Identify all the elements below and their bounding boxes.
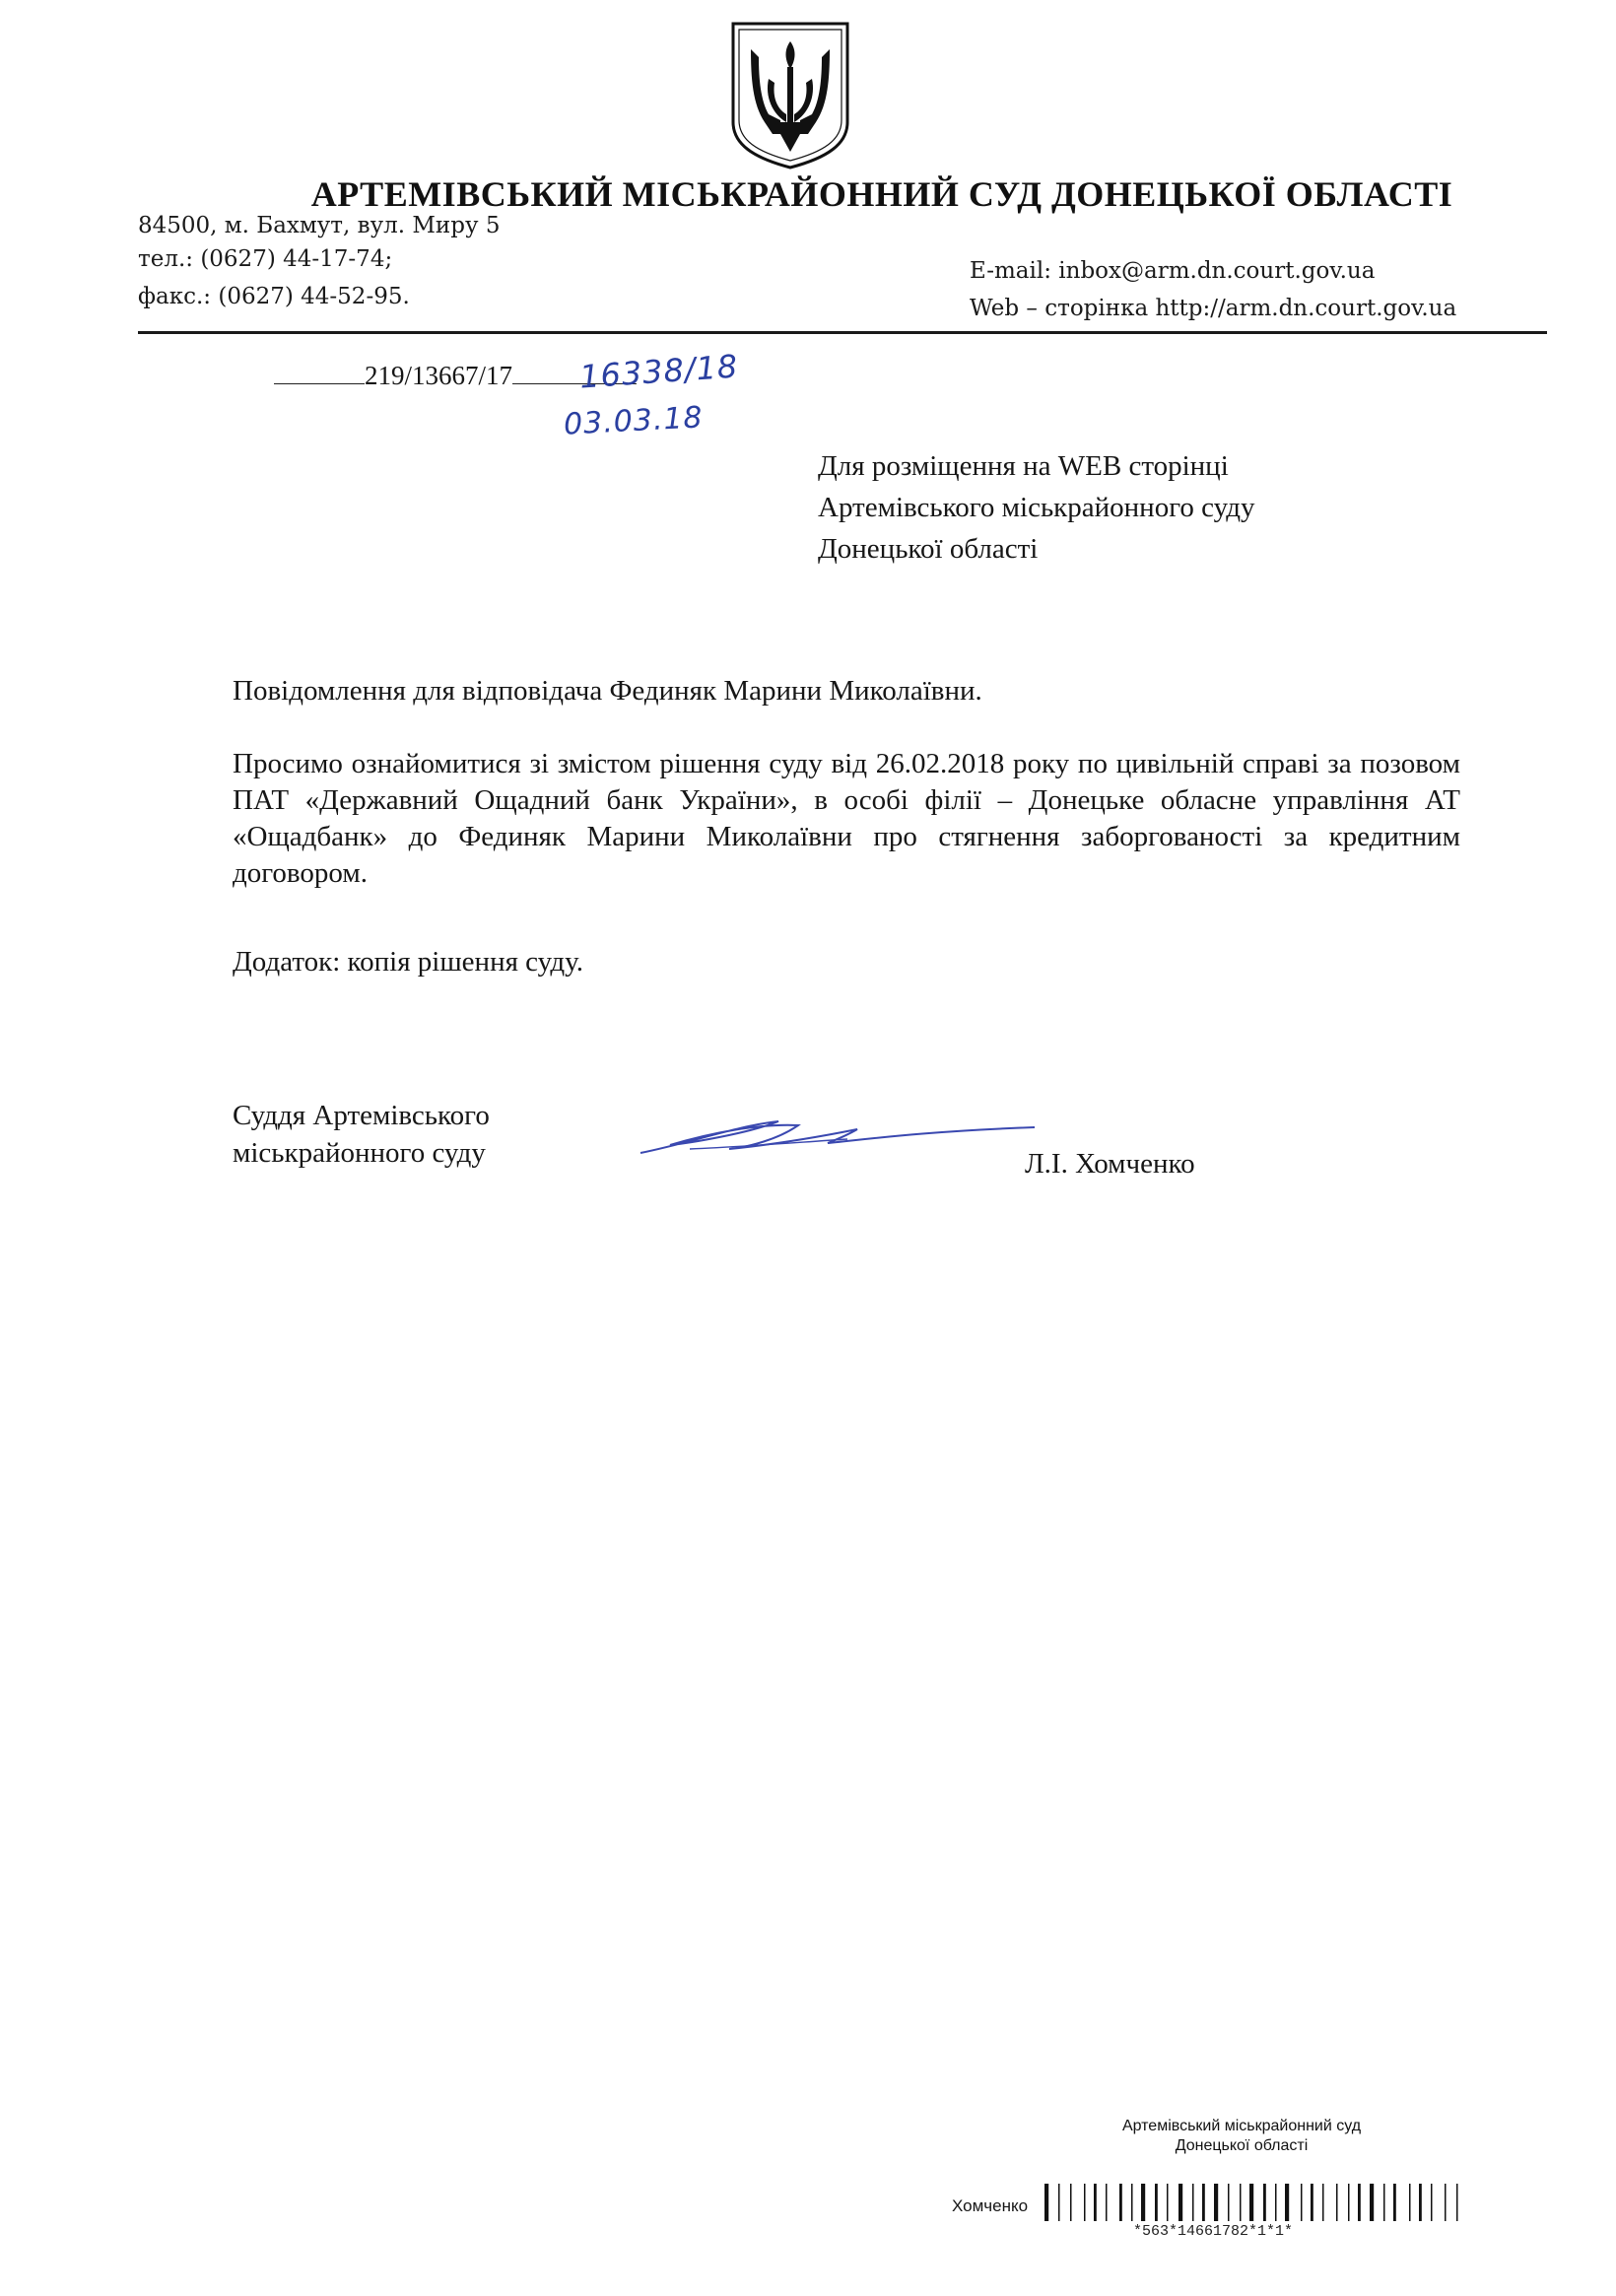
main-paragraph: Просимо ознайомитися зі змістом рішення суду від 26.02.2018 року по цивільній справі за позовом ПАТ «Державний Ощадний банк України», в особі філії – Донецьке обласне управління АТ «Ощадбанк» до Фединяк Марини Миколаївни про стягнення заборгованості за кредитним договором. bbox=[233, 748, 1460, 889]
barcode-bar bbox=[1192, 2184, 1194, 2221]
handwritten-signature bbox=[631, 1104, 1044, 1163]
footer-judge-name: Хомченко bbox=[952, 2196, 1029, 2215]
barcode-bar bbox=[1214, 2184, 1218, 2221]
barcode-bar bbox=[1456, 2184, 1458, 2221]
barcode-bar bbox=[1119, 2184, 1122, 2221]
barcode-bar bbox=[1044, 2184, 1048, 2221]
barcode-bar bbox=[1178, 2184, 1182, 2221]
barcode-bar bbox=[1393, 2184, 1396, 2221]
coat-of-arms-icon bbox=[729, 20, 851, 169]
recipient-block bbox=[818, 445, 1255, 570]
court-email: E-mail: inbox@arm.dn.court.gov.ua bbox=[970, 258, 1376, 284]
footer-court-line: Донецької області bbox=[1175, 2137, 1309, 2154]
recipient-line: Артемівського міськрайонного суду bbox=[818, 492, 1255, 523]
barcode-bar bbox=[1202, 2184, 1205, 2221]
barcode-bar bbox=[1348, 2184, 1350, 2221]
annex-line: Додаток: копія рішення суду. bbox=[233, 946, 583, 978]
barcode-bar bbox=[1084, 2184, 1086, 2221]
barcode-bar bbox=[1094, 2184, 1097, 2221]
footer-court-stamp bbox=[985, 2117, 1498, 2156]
barcode-bar bbox=[1322, 2184, 1324, 2221]
court-name-heading: АРТЕМІВСЬКИЙ МІСЬКРАЙОННИЙ СУД ДОНЕЦЬКОЇ ОБЛАСТІ bbox=[310, 174, 1453, 214]
header-divider bbox=[138, 331, 1547, 334]
barcode-bar bbox=[1358, 2184, 1361, 2221]
barcode-icon bbox=[1044, 2182, 1537, 2225]
barcode-bar bbox=[1106, 2184, 1108, 2221]
barcode-number: *563*14661782*1*1* bbox=[1133, 2223, 1294, 2240]
barcode-bar bbox=[1311, 2184, 1313, 2221]
recipient-line: Для розміщення на WEB сторінці bbox=[818, 450, 1229, 482]
barcode-bar bbox=[1383, 2184, 1385, 2221]
barcode-bar bbox=[1370, 2184, 1374, 2221]
barcode-bar bbox=[1431, 2184, 1433, 2221]
barcode-bar bbox=[1155, 2184, 1158, 2221]
signatory-name: Л.І. Хомченко bbox=[1025, 1148, 1195, 1180]
barcode-bar bbox=[1409, 2184, 1411, 2221]
barcode-bar bbox=[1275, 2184, 1277, 2221]
handwritten-registration-number: 16338/18 bbox=[577, 347, 740, 396]
handwritten-date: 03.03.18 bbox=[563, 400, 705, 442]
court-address: 84500, м. Бахмут, вул. Миру 5 bbox=[138, 213, 501, 238]
barcode-bar bbox=[1336, 2184, 1338, 2221]
court-phone: тел.: (0627) 44-17-74; bbox=[138, 246, 393, 272]
court-website: Web – сторінка http://arm.dn.court.gov.ua bbox=[970, 296, 1457, 321]
number-blank-line bbox=[274, 362, 365, 384]
barcode-bar bbox=[1240, 2184, 1242, 2221]
barcode-bar bbox=[1301, 2184, 1303, 2221]
barcode-bar bbox=[1419, 2184, 1422, 2221]
barcode-bar bbox=[1167, 2184, 1169, 2221]
notice-line: Повідомлення для відповідача Фединяк Марини Миколаївни. bbox=[233, 675, 982, 707]
recipient-line: Донецької області bbox=[818, 533, 1039, 565]
barcode-bar bbox=[1445, 2184, 1447, 2221]
footer-court-line: Артемівський міськрайонний суд bbox=[1121, 2118, 1362, 2134]
court-fax: факс.: (0627) 44-52-95. bbox=[138, 284, 410, 309]
signatory-title-line: міськрайонного суду bbox=[233, 1137, 486, 1169]
barcode-bar bbox=[1141, 2184, 1145, 2221]
signatory-title bbox=[233, 1097, 490, 1172]
signatory-title-line: Суддя Артемівського bbox=[233, 1100, 490, 1131]
barcode-bar bbox=[1070, 2184, 1072, 2221]
barcode-bar bbox=[1263, 2184, 1266, 2221]
barcode-bar bbox=[1249, 2184, 1253, 2221]
barcode-bar bbox=[1058, 2184, 1060, 2221]
barcode-bar bbox=[1131, 2184, 1133, 2221]
barcode-bar bbox=[1228, 2184, 1230, 2221]
case-number: 219/13667/17 bbox=[365, 361, 513, 390]
barcode-bar bbox=[1285, 2184, 1289, 2221]
